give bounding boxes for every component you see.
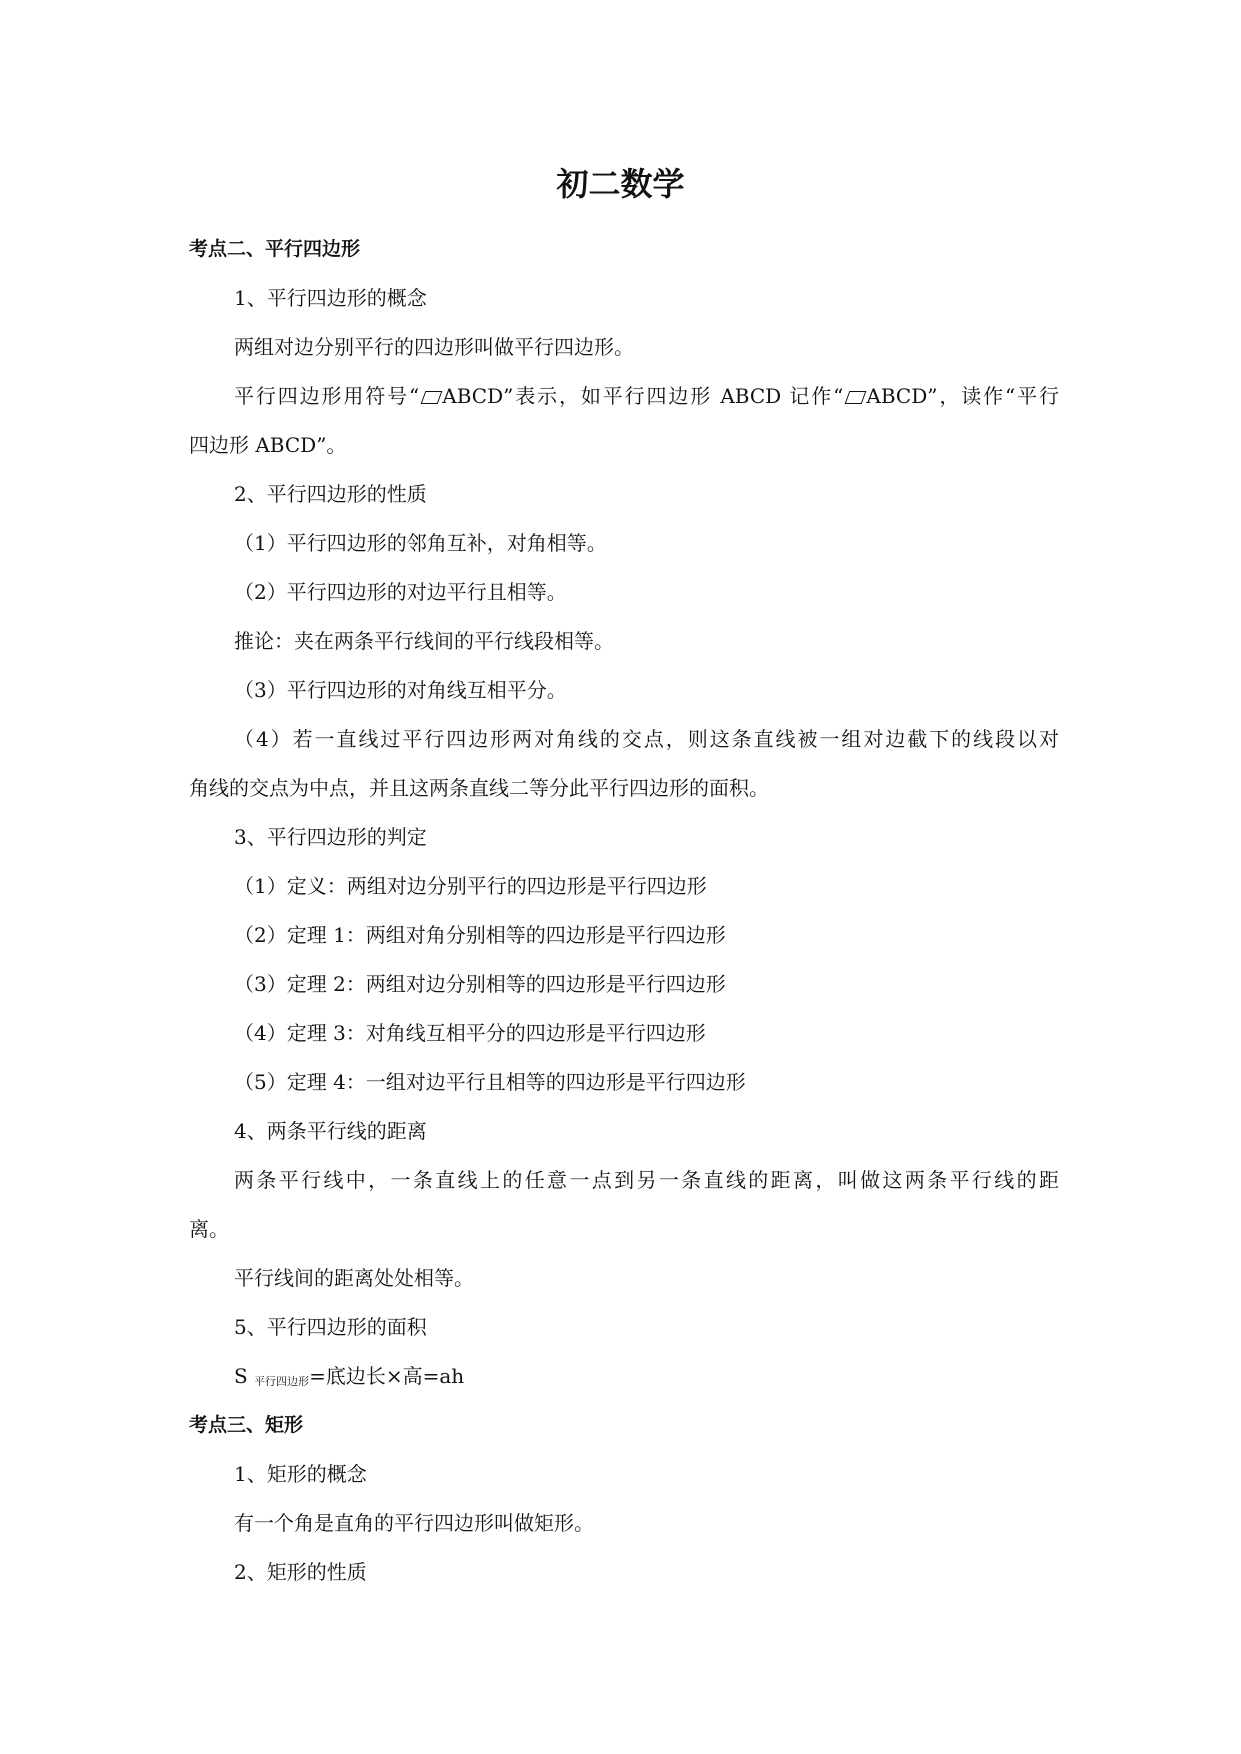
property-item: （3）平行四边形的对角线互相平分。 [234,678,567,702]
section-heading-parallelogram: 考点二、平行四边形 [189,238,361,260]
criteria-item: （4）定理 3：对角线互相平分的四边形是平行四边形 [234,1021,706,1045]
subheading-properties: 2、平行四边形的性质 [234,482,427,506]
page-title: 初二数学 [556,165,685,203]
property-item: （1）平行四边形的邻角互补，对角相等。 [234,531,607,555]
criteria-item: （1）定义：两组对边分别平行的四边形是平行四边形 [234,874,707,898]
subheading-rect-properties: 2、矩形的性质 [234,1560,367,1584]
paragraph-symbol-continued: 四边形 ABCD”。 [189,433,347,457]
corollary-text: 推论：夹在两条平行线间的平行线段相等。 [234,629,614,653]
paragraph-definition: 两组对边分别平行的四边形叫做平行四边形。 [234,335,634,359]
property-item: （4）若一直线过平行四边形两对角线的交点，则这条直线被一组对边截下的线段以对 [234,727,1059,751]
criteria-item: （5）定理 4：一组对边平行且相等的四边形是平行四边形 [234,1070,746,1094]
property-item-continued: 角线的交点为中点，并且这两条直线二等分此平行四边形的面积。 [189,776,769,800]
paragraph-distance: 两条平行线中，一条直线上的任意一点到另一条直线的距离，叫做这两条平行线的距 [234,1168,1059,1192]
paragraph-distance-continued: 离。 [189,1217,229,1241]
paragraph-rect-definition: 有一个角是直角的平行四边形叫做矩形。 [234,1511,594,1535]
document-body [189,225,1059,1597]
parallelogram-symbol-icon [845,391,867,404]
area-formula-subscript: 平行四边形 [254,1375,310,1388]
paragraph-distance-equal: 平行线间的距离处处相等。 [234,1266,474,1290]
property-item: （2）平行四边形的对边平行且相等。 [234,580,567,604]
subheading-area: 5、平行四边形的面积 [234,1315,427,1339]
parallelogram-symbol-icon [421,391,443,404]
subheading-criteria: 3、平行四边形的判定 [234,825,427,849]
subheading-rect-concept: 1、矩形的概念 [234,1462,367,1486]
criteria-item: （3）定理 2：两组对边分别相等的四边形是平行四边形 [234,972,726,996]
section-heading-rectangle: 考点三、矩形 [189,1414,304,1436]
area-formula: S 平行四边形=底边长×高=ah [234,1364,465,1388]
criteria-item: （2）定理 1：两组对角分别相等的四边形是平行四边形 [234,923,726,947]
subheading-distance: 4、两条平行线的距离 [234,1119,427,1143]
paragraph-symbol: 平行四边形用符号“ ABCD”表示，如平行四边形 ABCD 记作“ ABCD”，读作“平行 [234,384,1059,408]
subheading-concept: 1、平行四边形的概念 [234,286,427,310]
